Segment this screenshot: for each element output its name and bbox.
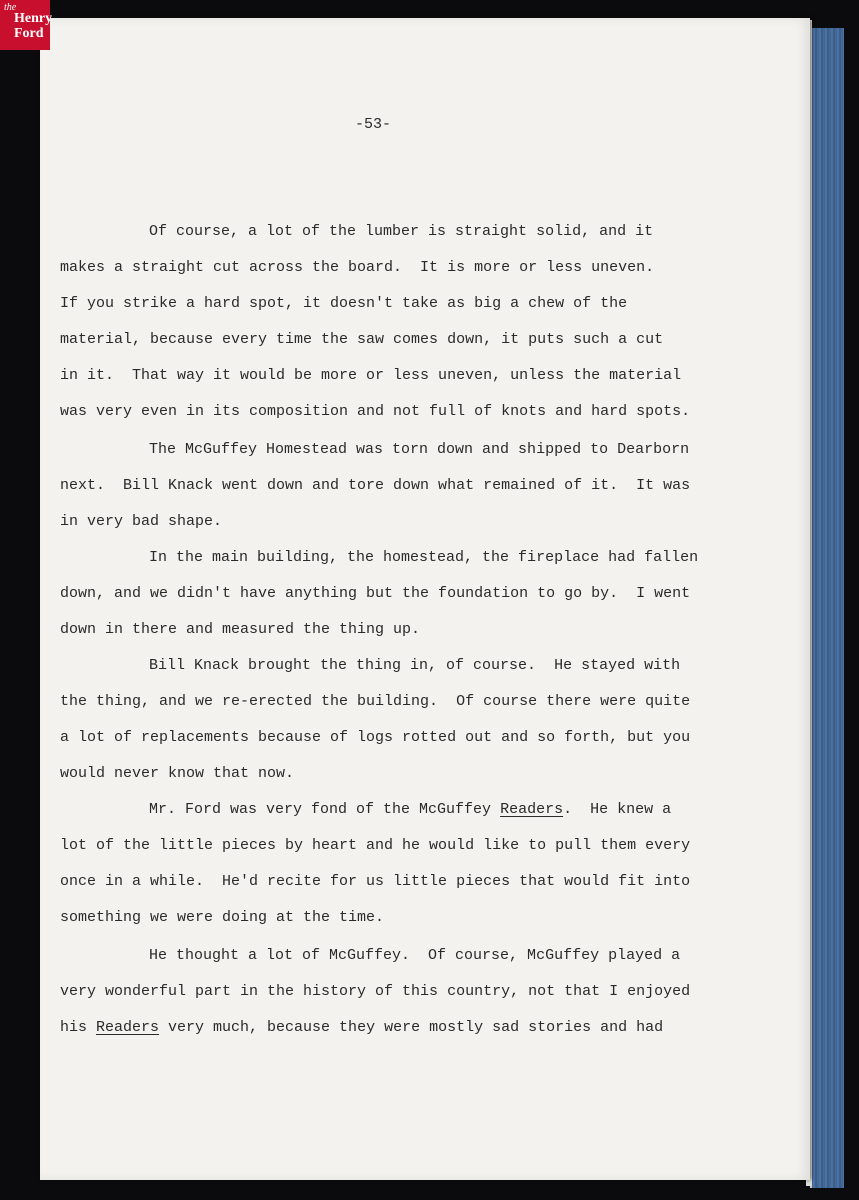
text-line: was very even in its composition and not full of knots and hard spots. bbox=[60, 403, 691, 420]
book-cover-edge bbox=[810, 28, 844, 1188]
text-line: something we were doing at the time. bbox=[60, 909, 385, 926]
text-line: Of course, a lot of the lumber is straight solid, and it bbox=[149, 223, 654, 240]
text-line: in very bad shape. bbox=[60, 513, 223, 530]
text-line: next. Bill Knack went down and tore down what remained of it. It was bbox=[60, 477, 691, 494]
logo-henry: Henry bbox=[14, 11, 53, 26]
underlined-title: Readers bbox=[500, 801, 564, 818]
text-line: The McGuffey Homestead was torn down and shipped to Dearborn bbox=[149, 441, 690, 458]
text-line: Bill Knack brought the thing in, of course. He stayed with bbox=[149, 657, 681, 674]
page-number: -53- bbox=[355, 116, 392, 133]
text-segment: his bbox=[60, 1019, 97, 1036]
text-segment: very much, because they were mostly sad stories and had bbox=[159, 1019, 664, 1036]
text-line: would never know that now. bbox=[60, 765, 295, 782]
henry-ford-logo bbox=[0, 0, 53, 50]
text-line: a lot of replacements because of logs rotted out and so forth, but you bbox=[60, 729, 691, 746]
text-line: once in a while. He'd recite for us little pieces that would fit into bbox=[60, 873, 691, 890]
text-line: He thought a lot of McGuffey. Of course, McGuffey played a bbox=[149, 947, 681, 964]
text-line: very wonderful part in the history of this country, not that I enjoyed bbox=[60, 983, 691, 1000]
text-line bbox=[60, 1019, 663, 1036]
text-line: in it. That way it would be more or less uneven, unless the material bbox=[60, 367, 682, 384]
text-line: down, and we didn't have anything but the foundation to go by. I went bbox=[60, 585, 691, 602]
text-line: the thing, and we re-erected the building. Of course there were quite bbox=[60, 693, 691, 710]
text-line: makes a straight cut across the board. It is more or less uneven. bbox=[60, 259, 655, 276]
underlined-title: Readers bbox=[96, 1019, 160, 1036]
text-segment: . He knew a bbox=[563, 801, 672, 818]
text-line: If you strike a hard spot, it doesn't take as big a chew of the bbox=[60, 295, 628, 312]
logo-the: the bbox=[4, 2, 17, 13]
text-line bbox=[149, 801, 671, 818]
logo-ford: Ford bbox=[14, 26, 44, 41]
text-line: material, because every time the saw comes down, it puts such a cut bbox=[60, 331, 664, 348]
text-line: down in there and measured the thing up. bbox=[60, 621, 421, 638]
text-line: In the main building, the homestead, the fireplace had fallen bbox=[149, 549, 699, 566]
text-line: lot of the little pieces by heart and he would like to pull them every bbox=[60, 837, 691, 854]
text-segment: Mr. Ford was very fond of the McGuffey bbox=[149, 801, 501, 818]
